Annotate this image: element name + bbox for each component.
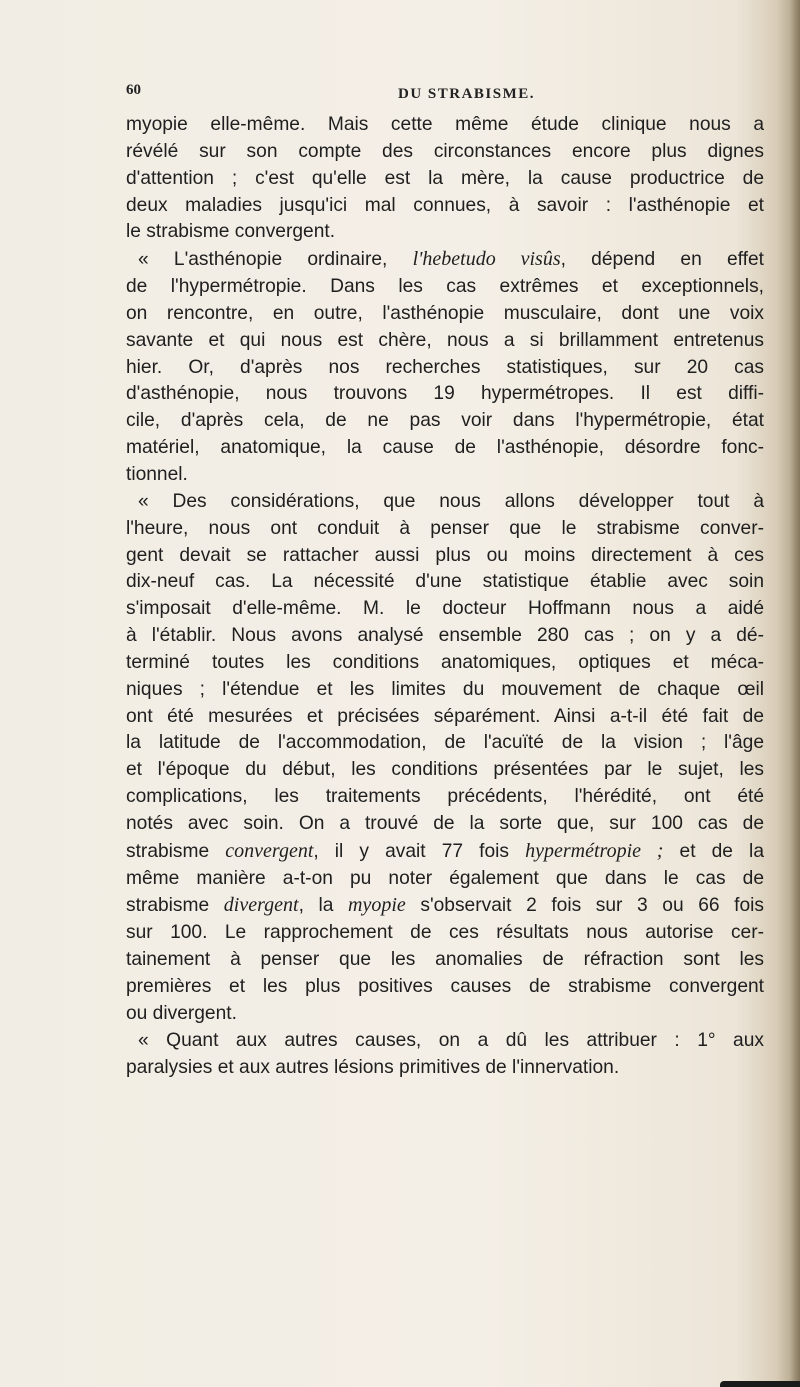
- page-number: 60: [126, 82, 141, 98]
- text-line: strabisme divergent, la myopie s'observait 2 fois sur 3 ou 66 fois: [126, 894, 764, 917]
- italic-term: divergent: [223, 894, 299, 917]
- latin-term: l'hebetudo visûs: [412, 248, 561, 271]
- text-line: paralysies et aux autres lésions primitives de l'innervation.: [126, 1056, 620, 1078]
- text-line: myopie elle-même. Mais cette même étude clinique nous a: [126, 114, 764, 135]
- text-line: le strabisme convergent.: [126, 221, 336, 243]
- italic-term: hypermétropie ;: [525, 839, 664, 862]
- text-line: niques ; l'étendue et les limites du mouvement de chaque œil: [126, 678, 764, 700]
- text-line: ou divergent.: [126, 1002, 237, 1024]
- text-line: deux maladies jusqu'ici mal connues, à savoir : l'asthénopie et: [126, 194, 764, 216]
- page-edge-shadow: [790, 0, 800, 1387]
- text-line: hier. Or, d'après nos recherches statistiques, sur 20 cas: [126, 356, 764, 378]
- text-line: d'attention ; c'est qu'elle est la mère, la cause productrice de: [126, 167, 764, 189]
- text-line: et l'époque du début, les conditions présentées par le sujet, les: [126, 759, 764, 781]
- text-line: « L'asthénopie ordinaire, l'hebetudo visûs, dépend en effet: [138, 248, 764, 271]
- text-line: sur 100. Le rapprochement de ces résultats nous autorise cer-: [126, 922, 764, 944]
- text-line: révélé sur son compte des circonstances encore plus dignes: [126, 140, 764, 162]
- text-line: tainement à penser que les anomalies de réfraction sont les: [126, 949, 764, 971]
- text-line: d'asthénopie, nous trouvons 19 hypermétropes. Il est diffi-: [126, 383, 764, 405]
- text-line: s'imposait d'elle-même. M. le docteur Hoffmann nous a aidé: [126, 598, 764, 620]
- text-line: on rencontre, en outre, l'asthénopie musculaire, dont une voix: [126, 302, 764, 324]
- text-line: terminé toutes les conditions anatomiques, optiques et méca-: [126, 651, 764, 673]
- text-line: « Quant aux autres causes, on a dû les attribuer : 1° aux: [138, 1029, 764, 1051]
- italic-term: convergent: [225, 839, 314, 862]
- text-line: cile, d'après cela, de ne pas voir dans l'hypermétropie, état: [126, 410, 764, 432]
- text-line: dix-neuf cas. La nécessité d'une statistique établie avec soin: [126, 571, 764, 593]
- text-line: complications, les traitements précédents, l'hérédité, ont été: [126, 786, 764, 808]
- text-line: même manière a-t-on pu noter également que dans le cas de: [126, 867, 764, 889]
- text-line: ont été mesurées et précisées séparément. Ainsi a-t-il été fait de: [126, 705, 764, 727]
- text-line: « Des considérations, que nous allons développer tout à: [138, 490, 764, 512]
- text-line: matériel, anatomique, la cause de l'asthénopie, désordre fonc-: [126, 437, 764, 459]
- text-line: strabisme convergent, il y avait 77 fois hypermétropie ; et de la: [126, 839, 764, 862]
- text-line: l'heure, nous ont conduit à penser que le strabisme conver-: [126, 517, 764, 539]
- text-line: gent devait se rattacher aussi plus ou moins directement à ces: [126, 544, 764, 566]
- text-line: à l'établir. Nous avons analysé ensemble 280 cas ; on y a dé-: [126, 625, 764, 647]
- page-header: [126, 82, 766, 110]
- text-line: tionnel.: [126, 463, 188, 485]
- text-line: de l'hypermétropie. Dans les cas extrêmes et exceptionnels,: [126, 276, 764, 298]
- scan-edge-mark: [720, 1381, 800, 1387]
- text-line: notés avec soin. On a trouvé de la sorte que, sur 100 cas de: [126, 812, 764, 834]
- text-line: savante et qui nous est chère, nous a si brillamment entretenus: [126, 329, 764, 351]
- text-line: premières et les plus positives causes de strabisme convergent: [126, 976, 764, 997]
- italic-term: myopie: [348, 894, 406, 917]
- body-text: [126, 112, 764, 1081]
- text-line: la latitude de l'accommodation, de l'acuïté de la vision ; l'âge: [126, 732, 764, 754]
- running-head: DU STRABISME.: [398, 86, 536, 102]
